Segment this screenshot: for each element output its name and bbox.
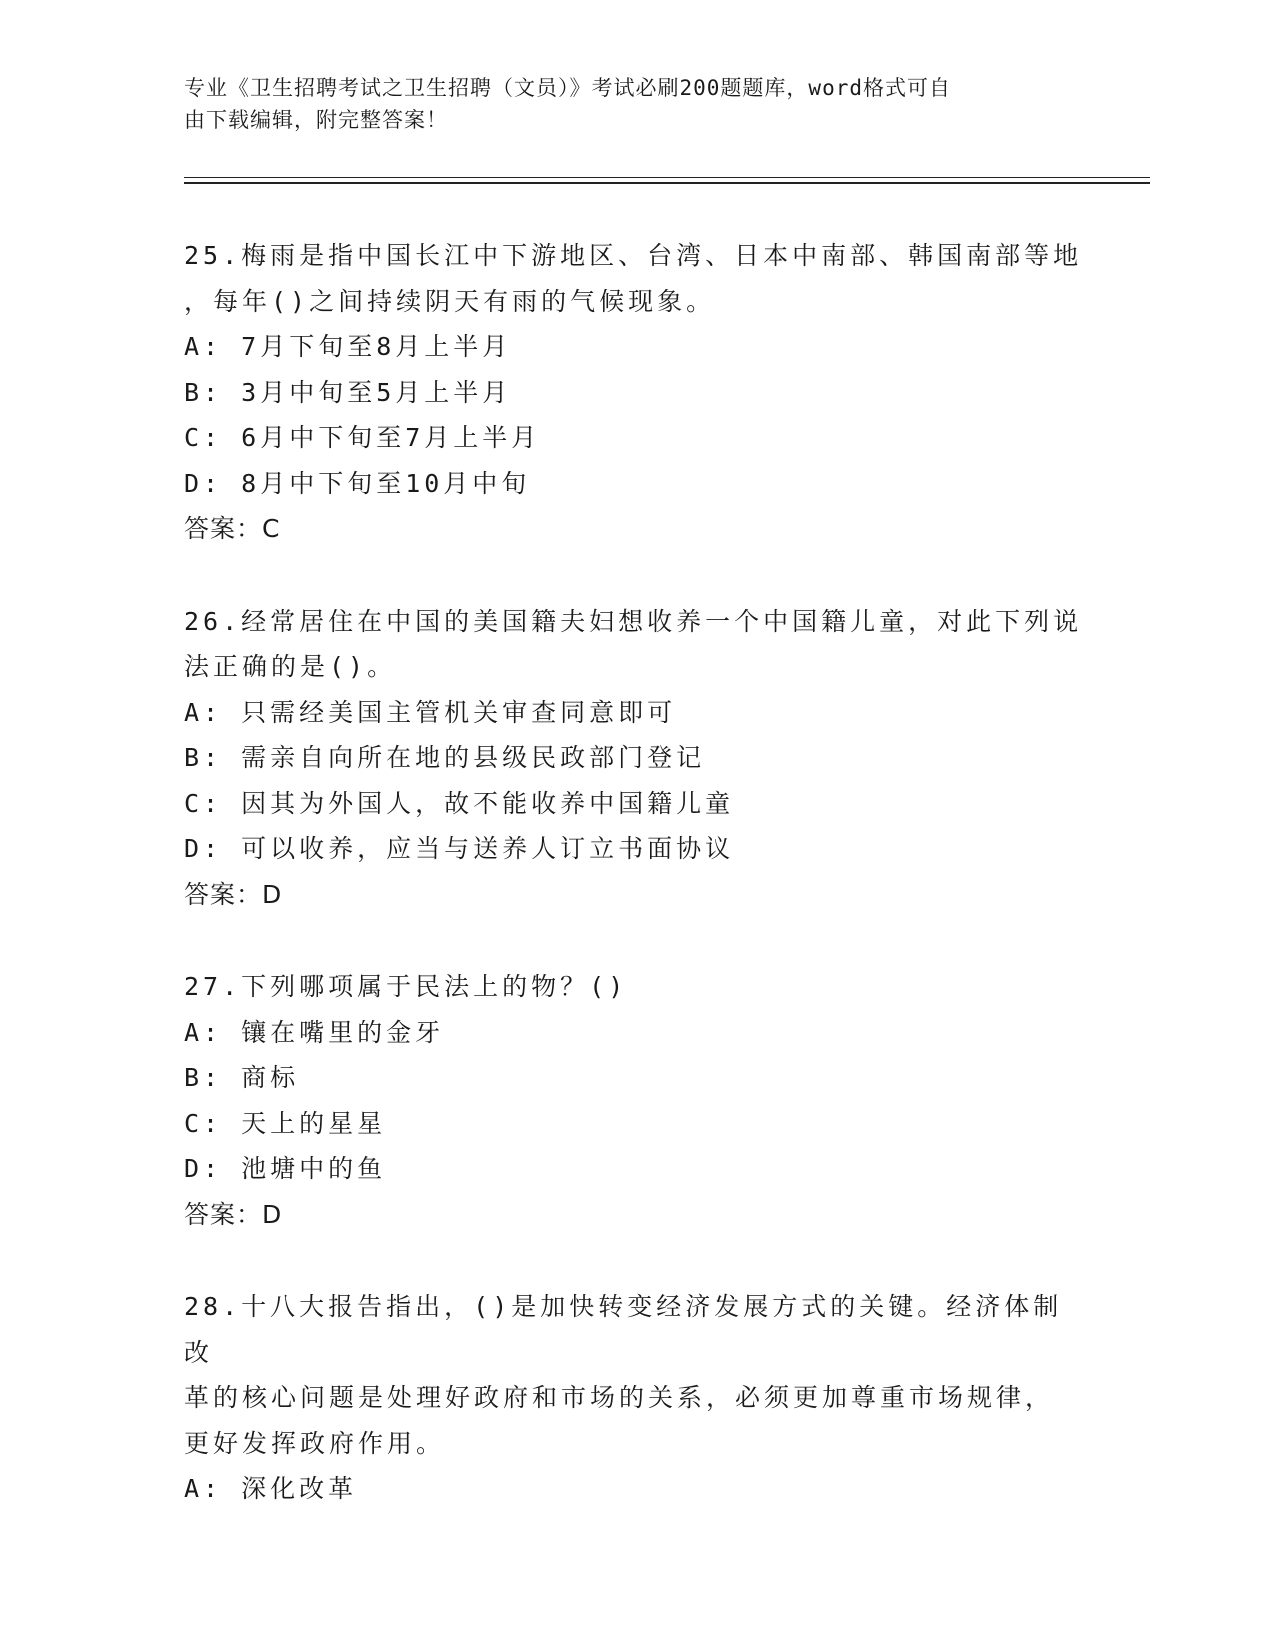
question-stem-line: 法正确的是()。: [184, 652, 397, 681]
question-26: [184, 599, 1084, 918]
option-a: A: 7月下旬至8月上半月: [184, 332, 512, 361]
question-27: [184, 964, 1084, 1237]
option-a: A: 只需经美国主管机关审查同意即可: [184, 697, 677, 727]
option-a: A: 镶在嘴里的金牙: [184, 1017, 445, 1047]
header-divider-thick: [184, 182, 1150, 184]
header-text-line-1: 专业《卫生招聘考试之卫生招聘（文员）》考试必刷200题题库，word格式可自: [184, 76, 951, 100]
question-stem-line: 28.十八大报告指出，()是加快转变经济发展方式的关键。经济体制改: [184, 1292, 1063, 1367]
option-b: B: 3月中旬至5月上半月: [184, 377, 512, 407]
question-stem-line: 27.下列哪项属于民法上的物？(): [184, 972, 628, 1001]
option-c: C: 因其为外国人，故不能收养中国籍儿童: [184, 788, 735, 818]
question-stem-line: 革的核心问题是处理好政府和市场的关系，必须更加尊重市场规律，: [184, 1383, 1055, 1412]
option-c: C: 6月中下旬至7月上半月: [184, 423, 541, 452]
option-a: A: 深化改革: [184, 1474, 358, 1503]
option-d: D: 池塘中的鱼: [184, 1154, 387, 1183]
answer-label: 答案：C: [184, 514, 281, 543]
option-b: B: 需亲自向所在地的县级民政部门登记: [184, 743, 706, 772]
header-text-line-2: 由下载编辑，附完整答案！: [184, 108, 448, 132]
question-stem-line: 26.经常居住在中国的美国籍夫妇想收养一个中国籍儿童，对此下列说: [184, 606, 1083, 636]
question-stem-line: 更好发挥政府作用。: [184, 1428, 446, 1458]
question-list: [184, 233, 1084, 1559]
document-header: [184, 72, 1064, 136]
question-28: [184, 1284, 1084, 1512]
header-divider-thin: [184, 177, 1150, 178]
question-stem-line: 25.梅雨是指中国长江中下游地区、台湾、日本中南部、韩国南部等地: [184, 241, 1083, 270]
answer-label: 答案：D: [184, 1199, 283, 1229]
option-b: B: 商标: [184, 1063, 300, 1092]
option-d: D: 8月中下旬至10月中旬: [184, 468, 531, 498]
question-stem-line: ，每年()之间持续阴天有雨的气候现象。: [184, 286, 716, 316]
option-c: C: 天上的星星: [184, 1108, 387, 1138]
answer-label: 答案：D: [184, 879, 283, 909]
question-25: [184, 233, 1084, 552]
option-d: D: 可以收养，应当与送养人订立书面协议: [184, 834, 735, 863]
